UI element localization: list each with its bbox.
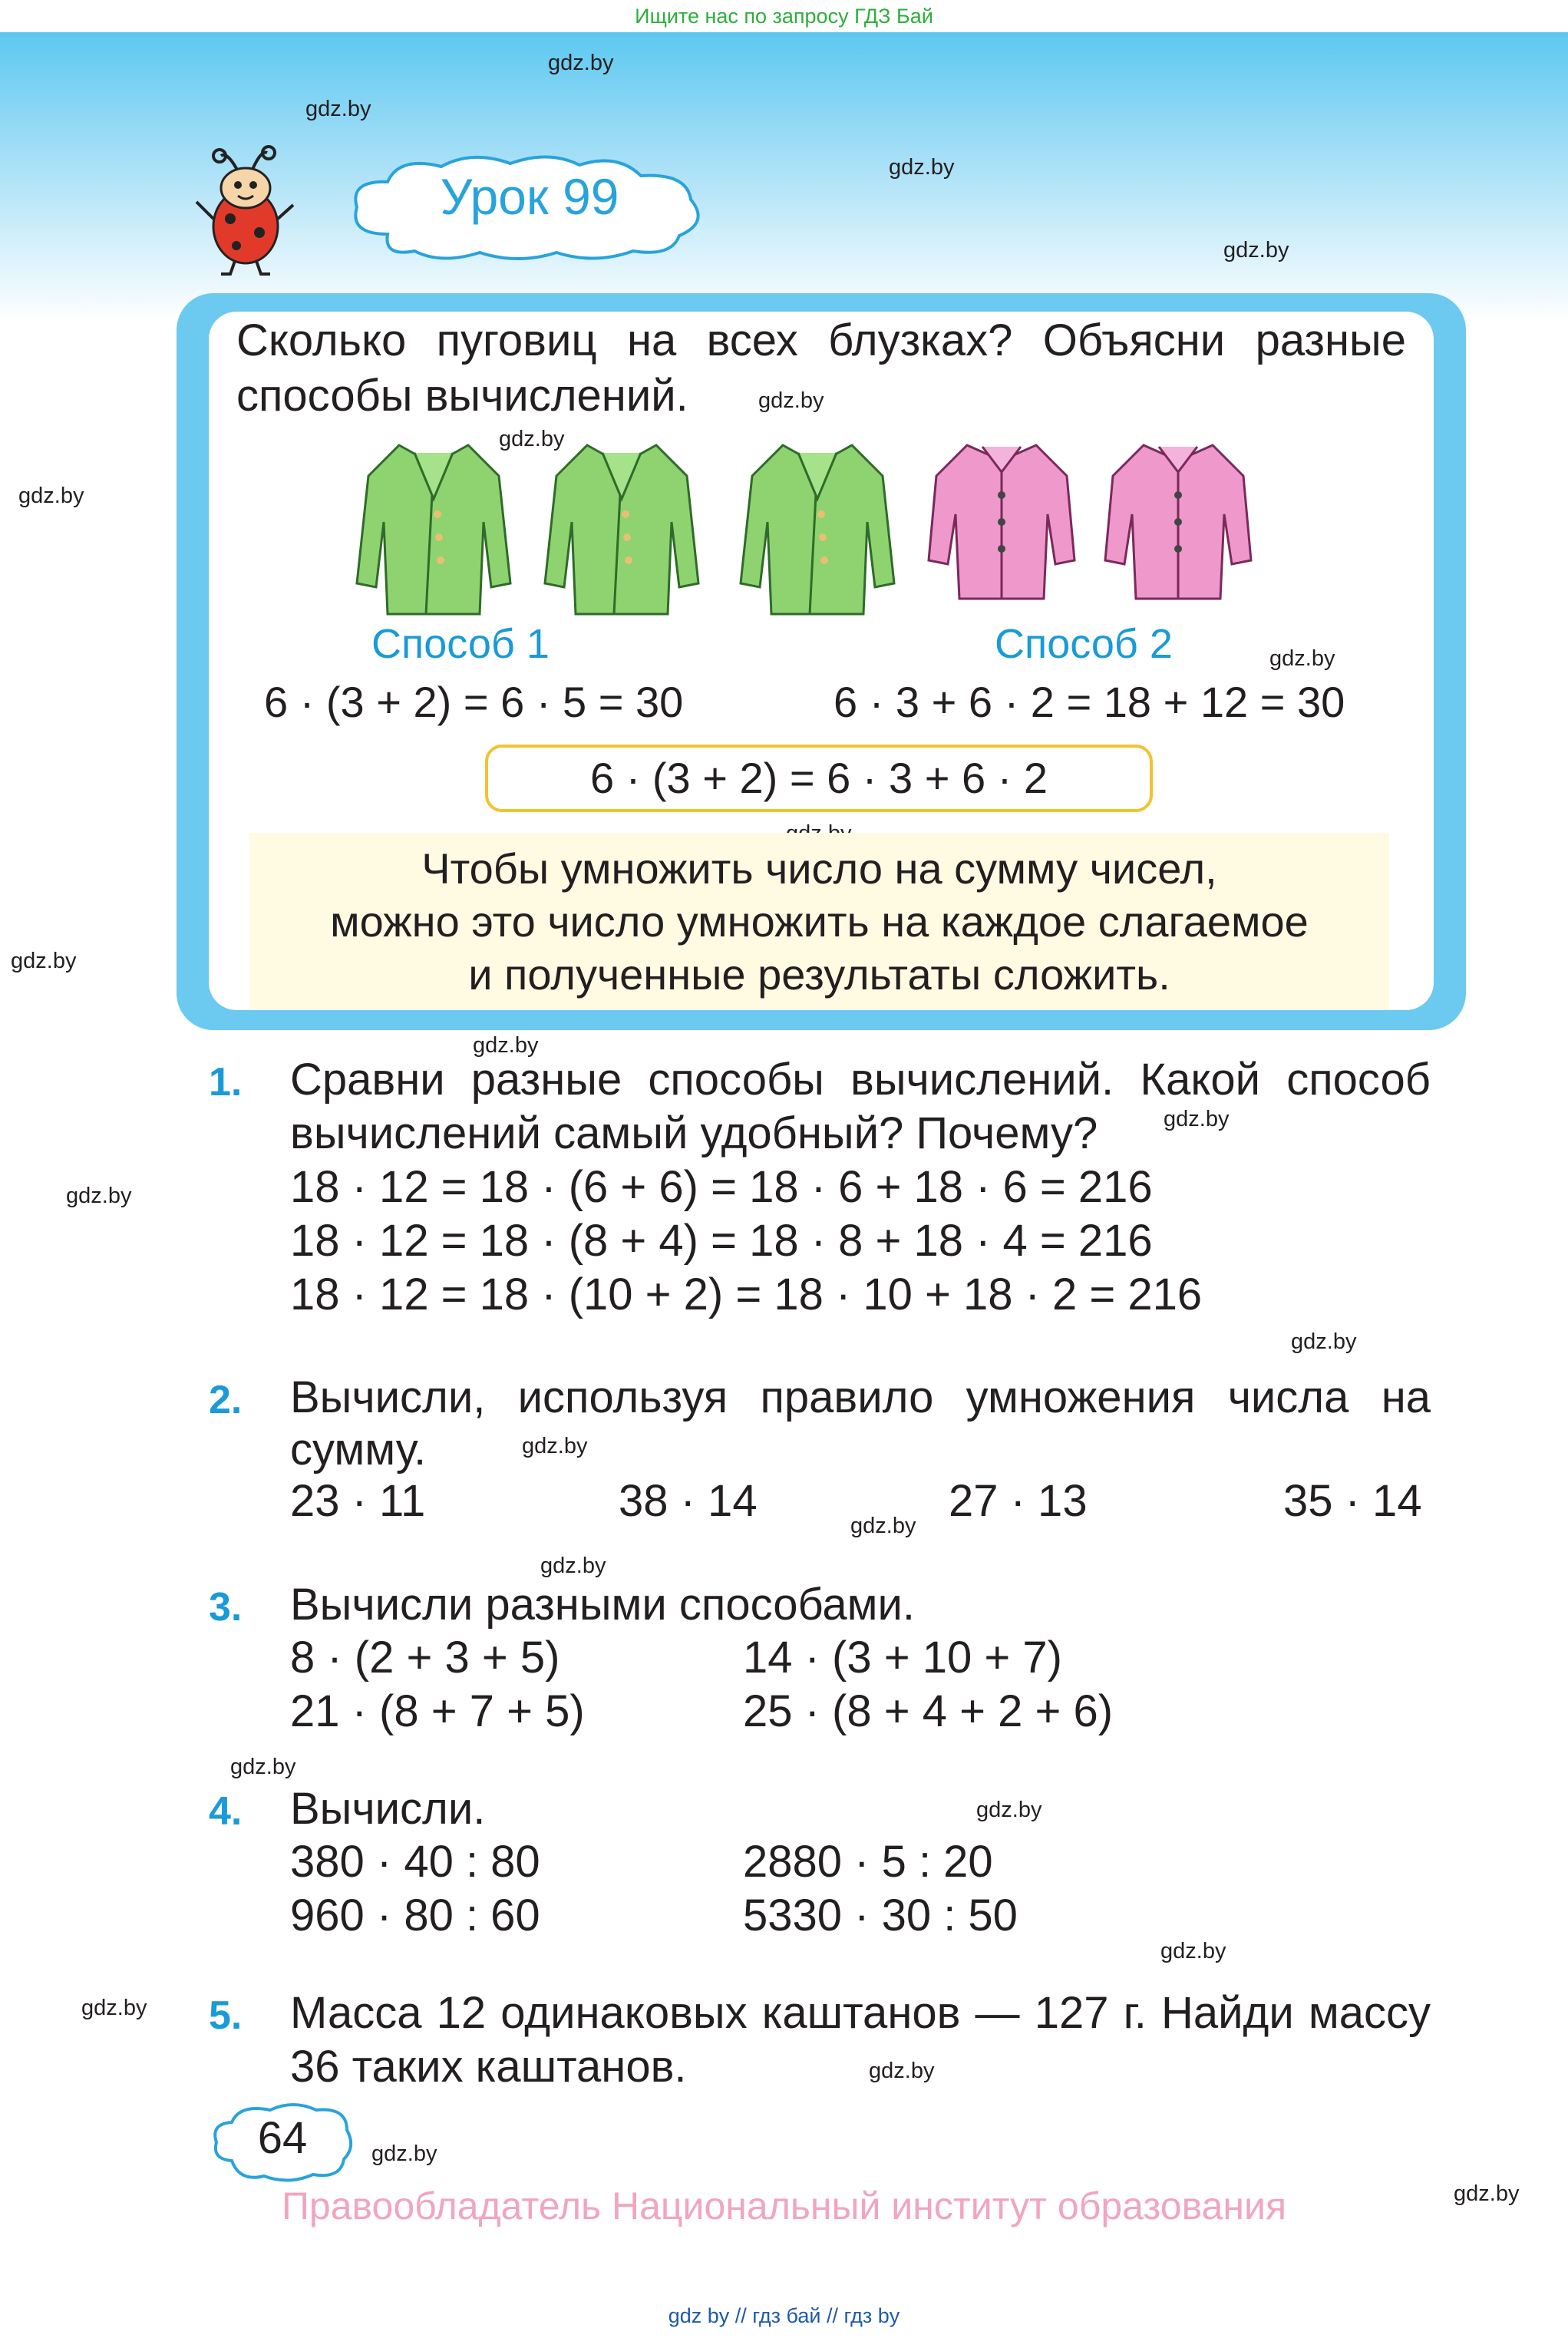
task1-expression: 18 · 12 = 18 · (8 + 4) = 18 · 8 + 18 · 4 = 216 bbox=[290, 1216, 1153, 1266]
copyright-notice: Правообладатель Национальный институт образования bbox=[281, 2184, 1287, 2227]
task2-expression: 23 · 11 bbox=[290, 1476, 426, 1526]
watermark: gdz.by bbox=[473, 1033, 539, 1058]
ladybug-mascot-icon bbox=[190, 142, 298, 276]
watermark: gdz.by bbox=[305, 97, 371, 121]
task5-text-line2: 36 таких каштанов. bbox=[290, 2042, 687, 2092]
task-number: 3. bbox=[209, 1585, 243, 1630]
pink-blouse-icon bbox=[1098, 430, 1259, 622]
watermark: gdz.by bbox=[371, 2142, 437, 2166]
watermark: gdz.by bbox=[850, 1514, 916, 1538]
task5-text-line1: Масса 12 одинаковых каштанов — 127 г. Найди массу bbox=[290, 1988, 1431, 2038]
pink-blouse-icon bbox=[921, 430, 1082, 622]
task-number: 1. bbox=[209, 1060, 243, 1105]
method2-expression: 6 · 3 + 6 · 2 = 18 + 12 = 30 bbox=[834, 678, 1345, 726]
task2-text-line2: сумму. bbox=[290, 1425, 427, 1474]
watermark: gdz.by bbox=[1164, 1107, 1230, 1131]
watermark: gdz.by bbox=[81, 1996, 147, 2020]
lesson-title: Урок 99 bbox=[440, 168, 619, 225]
watermark: gdz.by bbox=[1454, 2181, 1520, 2206]
task-number: 4. bbox=[209, 1789, 243, 1834]
intro-question-line1: Сколько пуговиц на всех блузках? Объясни разные bbox=[236, 315, 1406, 365]
page-number: 64 bbox=[257, 2113, 308, 2163]
task4-expression: 960 · 80 : 60 bbox=[290, 1891, 540, 1940]
watermark: gdz.by bbox=[522, 1434, 588, 1458]
task3-expression: 8 · (2 + 3 + 5) bbox=[290, 1633, 560, 1683]
task4-expression: 380 · 40 : 80 bbox=[290, 1837, 540, 1887]
task1-text-line1: Сравни разные способы вычислений. Какой способ bbox=[290, 1055, 1431, 1105]
distributive-formula: 6 · (3 + 2) = 6 · 3 + 6 · 2 bbox=[485, 745, 1153, 812]
task2-expression: 35 · 14 bbox=[1283, 1476, 1422, 1526]
watermark: gdz.by bbox=[1291, 1329, 1357, 1354]
task3-expression: 14 · (3 + 10 + 7) bbox=[743, 1633, 1062, 1683]
green-jacket-icon bbox=[541, 430, 702, 622]
green-jacket-icon bbox=[737, 430, 898, 622]
watermark: gdz.by bbox=[18, 484, 84, 508]
watermark: gdz.by bbox=[540, 1554, 606, 1578]
footer-links[interactable]: gdz by // гдз бай // гдз by bbox=[668, 2304, 900, 2327]
method1-expression: 6 · (3 + 2) = 6 · 5 = 30 bbox=[264, 678, 684, 726]
task4-expression: 5330 · 30 : 50 bbox=[743, 1891, 1018, 1940]
task3-text: Вычисли разными способами. bbox=[290, 1580, 916, 1630]
task3-expression: 21 · (8 + 7 + 5) bbox=[290, 1686, 585, 1736]
rule-box bbox=[249, 833, 1389, 1009]
task-number: 5. bbox=[209, 1993, 243, 2038]
watermark: gdz.by bbox=[976, 1798, 1042, 1822]
task2-text-line1: Вычисли, используя правило умножения числа на bbox=[290, 1372, 1431, 1422]
watermark: gdz.by bbox=[499, 427, 565, 451]
task-number: 2. bbox=[209, 1378, 243, 1422]
watermark: gdz.by bbox=[1223, 238, 1289, 263]
watermark: gdz.by bbox=[869, 2059, 935, 2083]
task1-expression: 18 · 12 = 18 · (6 + 6) = 18 · 6 + 18 · 6 = 216 bbox=[290, 1162, 1153, 1212]
green-jacket-icon bbox=[353, 430, 514, 622]
rule-line: Чтобы умножить число на сумму чисел, bbox=[421, 844, 1217, 893]
watermark: gdz.by bbox=[1269, 646, 1335, 671]
watermark: gdz.by bbox=[66, 1184, 132, 1208]
watermark: gdz.by bbox=[230, 1755, 296, 1779]
watermark: gdz.by bbox=[758, 388, 824, 413]
method1-title: Способ 1 bbox=[371, 621, 550, 667]
intro-question-line2: способы вычислений. bbox=[236, 371, 688, 421]
task2-expression: 38 · 14 bbox=[619, 1476, 758, 1526]
watermark: gdz.by bbox=[1160, 1939, 1226, 1963]
task4-expression: 2880 · 5 : 20 bbox=[743, 1837, 993, 1887]
task4-text: Вычисли. bbox=[290, 1784, 486, 1834]
task3-expression: 25 · (8 + 4 + 2 + 6) bbox=[743, 1686, 1114, 1736]
watermark: gdz.by bbox=[11, 949, 77, 973]
rule-line: и полученные результаты сложить. bbox=[468, 950, 1170, 999]
watermark: gdz.by bbox=[548, 51, 614, 75]
task1-text-line2: вычислений самый удобный? Почему? bbox=[290, 1108, 1098, 1158]
search-banner: Ищите нас по запросу ГДЗ Бай bbox=[0, 0, 1568, 32]
task1-expression: 18 · 12 = 18 · (10 + 2) = 18 · 10 + 18 · 2 = 216 bbox=[290, 1270, 1203, 1319]
task2-expression: 27 · 13 bbox=[949, 1476, 1088, 1526]
watermark: gdz.by bbox=[889, 155, 955, 180]
method2-title: Способ 2 bbox=[995, 621, 1173, 667]
rule-line: можно это число умножить на каждое слагаемое bbox=[330, 897, 1309, 946]
